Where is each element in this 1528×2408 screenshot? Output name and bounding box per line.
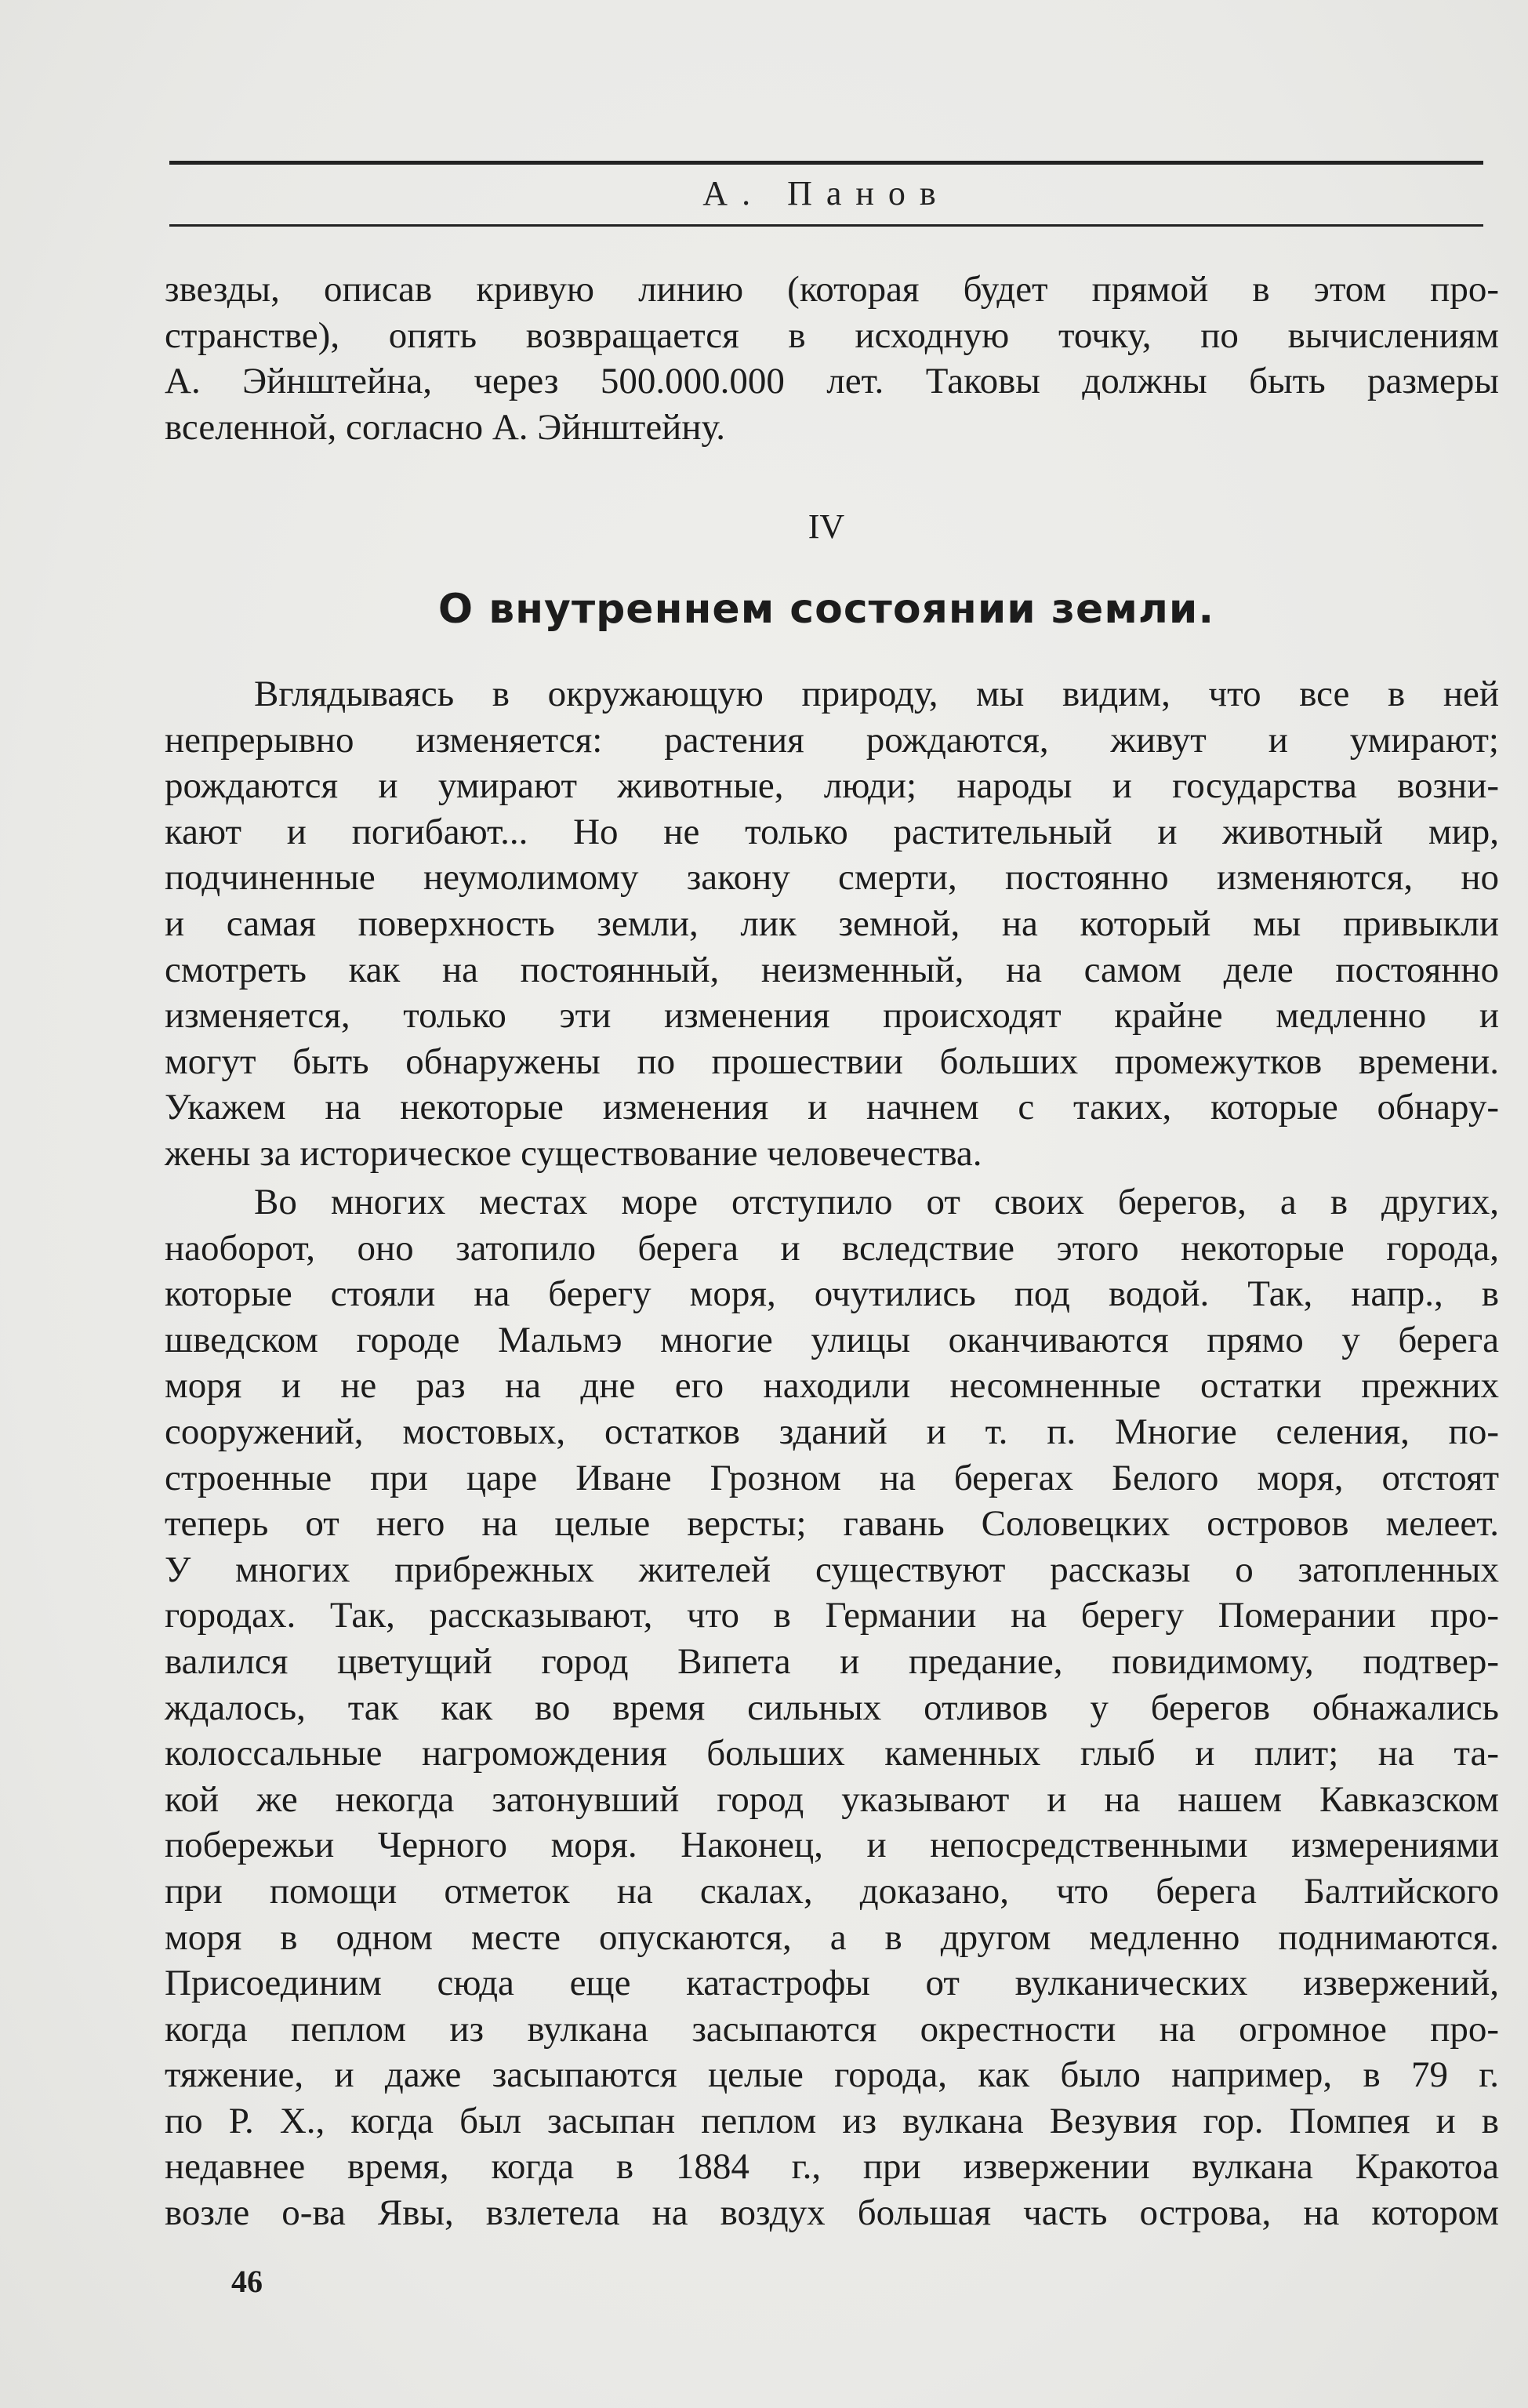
text-line: кой же некогда затонувший город указывают и на нашем Кавказском bbox=[165, 1778, 1499, 1820]
page-number: 46 bbox=[231, 2264, 263, 2299]
text-line: шведском городе Мальмэ многие улицы оканчиваются прямо у берега bbox=[165, 1319, 1499, 1360]
header-rule-bottom bbox=[169, 224, 1483, 227]
text-line: У многих прибрежных жителей существуют рассказы о затопленных bbox=[165, 1549, 1499, 1590]
paragraph bbox=[165, 1179, 1499, 2236]
text-line: непрерывно изменяется: растения рождаются, живут и умирают; bbox=[165, 719, 1499, 761]
text-line: могут быть обнаружены по прошествии больших промежутков времени. bbox=[165, 1041, 1499, 1082]
running-head: А. Панов bbox=[702, 174, 950, 212]
text-line: побережьи Черного моря. Наконец, и непосредственными измерениями bbox=[165, 1825, 1499, 1866]
text-line: колоссальные нагромождения больших каменных глыб и плит; на та- bbox=[165, 1733, 1499, 1774]
text-line: моря в одном месте опускаются, а в другом медленно поднимаются. bbox=[165, 1916, 1499, 1958]
text-line: странстве), опять возвращается в исходную точку, по вычислениям bbox=[165, 314, 1499, 356]
paragraph-continuation bbox=[165, 267, 1499, 450]
text-line: моря и не раз на дне его находили несомненные остатки прежних bbox=[165, 1365, 1499, 1407]
text-line: ждалось, так как во время сильных отливов у берегов обнажались bbox=[165, 1687, 1499, 1728]
text-line: сооружений, мостовых, остатков зданий и т. п. Многие селения, по- bbox=[165, 1411, 1499, 1452]
header-rule-top bbox=[169, 161, 1483, 165]
text-line: подчиненные неумолимому закону смерти, постоянно изменяются, но bbox=[165, 857, 1499, 899]
text-line: звезды, описав кривую линию (которая будет прямой в этом про- bbox=[165, 269, 1499, 310]
text-line: недавнее время, когда в 1884 г., при извержении вулкана Кракотоа bbox=[165, 2146, 1499, 2188]
text-line: строенные при царе Иване Грозном на берегах Белого моря, отстоят bbox=[165, 1457, 1499, 1498]
paragraph bbox=[165, 671, 1499, 1177]
text-line: жены за историческое существование человечества. bbox=[165, 1132, 982, 1174]
text-line: возле о-ва Явы, взлетела на воздух большая часть острова, на котором bbox=[165, 2192, 1499, 2234]
text-line: тяжение, и даже засыпаются целые города, как было например, в 79 г. bbox=[165, 2054, 1499, 2096]
text-line: при помощи отметок на скалах, доказано, что берега Балтийского bbox=[165, 1870, 1499, 1912]
text-line: Укажем на некоторые изменения и начнем с таких, которые обнару- bbox=[165, 1087, 1499, 1128]
text-line: теперь от него на целые версты; гавань Соловецких островов мелеет. bbox=[165, 1503, 1499, 1545]
text-line: смотреть как на постоянный, неизменный, на самом деле постоянно bbox=[165, 949, 1499, 990]
text-line: городах. Так, рассказывают, что в Германии на берегу Померании про- bbox=[165, 1595, 1499, 1636]
text-line: Вглядываясь в окружающую природу, мы видим, что все в ней bbox=[254, 674, 1499, 714]
text-line: Во многих местах море отступило от своих берегов, а в других, bbox=[254, 1182, 1499, 1222]
text-line: изменяется, только эти изменения происходят крайне медленно и bbox=[165, 995, 1499, 1037]
text-line: кают и погибают... Но не только растительный и животный мир, bbox=[165, 811, 1499, 852]
text-line: и самая поверхность земли, лик земной, на который мы привыкли bbox=[165, 903, 1499, 944]
text-line: когда пеплом из вулкана засыпаются окрестности на огромное про- bbox=[165, 2008, 1499, 2050]
text-line: рождаются и умирают животные, люди; народы и государства возни- bbox=[165, 765, 1499, 807]
section-number: IV bbox=[808, 507, 845, 546]
text-line: по Р. Х., когда был засыпан пеплом из вулкана Везувия гор. Помпея и в bbox=[165, 2100, 1499, 2141]
text-line: вселенной, согласно А. Эйнштейну. bbox=[165, 406, 726, 448]
text-line: А. Эйнштейна, через 500.000.000 лет. Таковы должны быть размеры bbox=[165, 361, 1499, 402]
text-line: валился цветущий город Випета и предание, повидимому, подтвер- bbox=[165, 1640, 1499, 1682]
section-title: О внутреннем состоянии земли. bbox=[437, 586, 1215, 633]
text-line: которые стояли на берегу моря, очутились под водой. Так, напр., в bbox=[165, 1273, 1499, 1315]
text-line: наоборот, оно затопило берега и вследствие этого некоторые города, bbox=[165, 1227, 1499, 1269]
text-line: Присоединим сюда еще катастрофы от вулканических извержений, bbox=[165, 1963, 1499, 2004]
